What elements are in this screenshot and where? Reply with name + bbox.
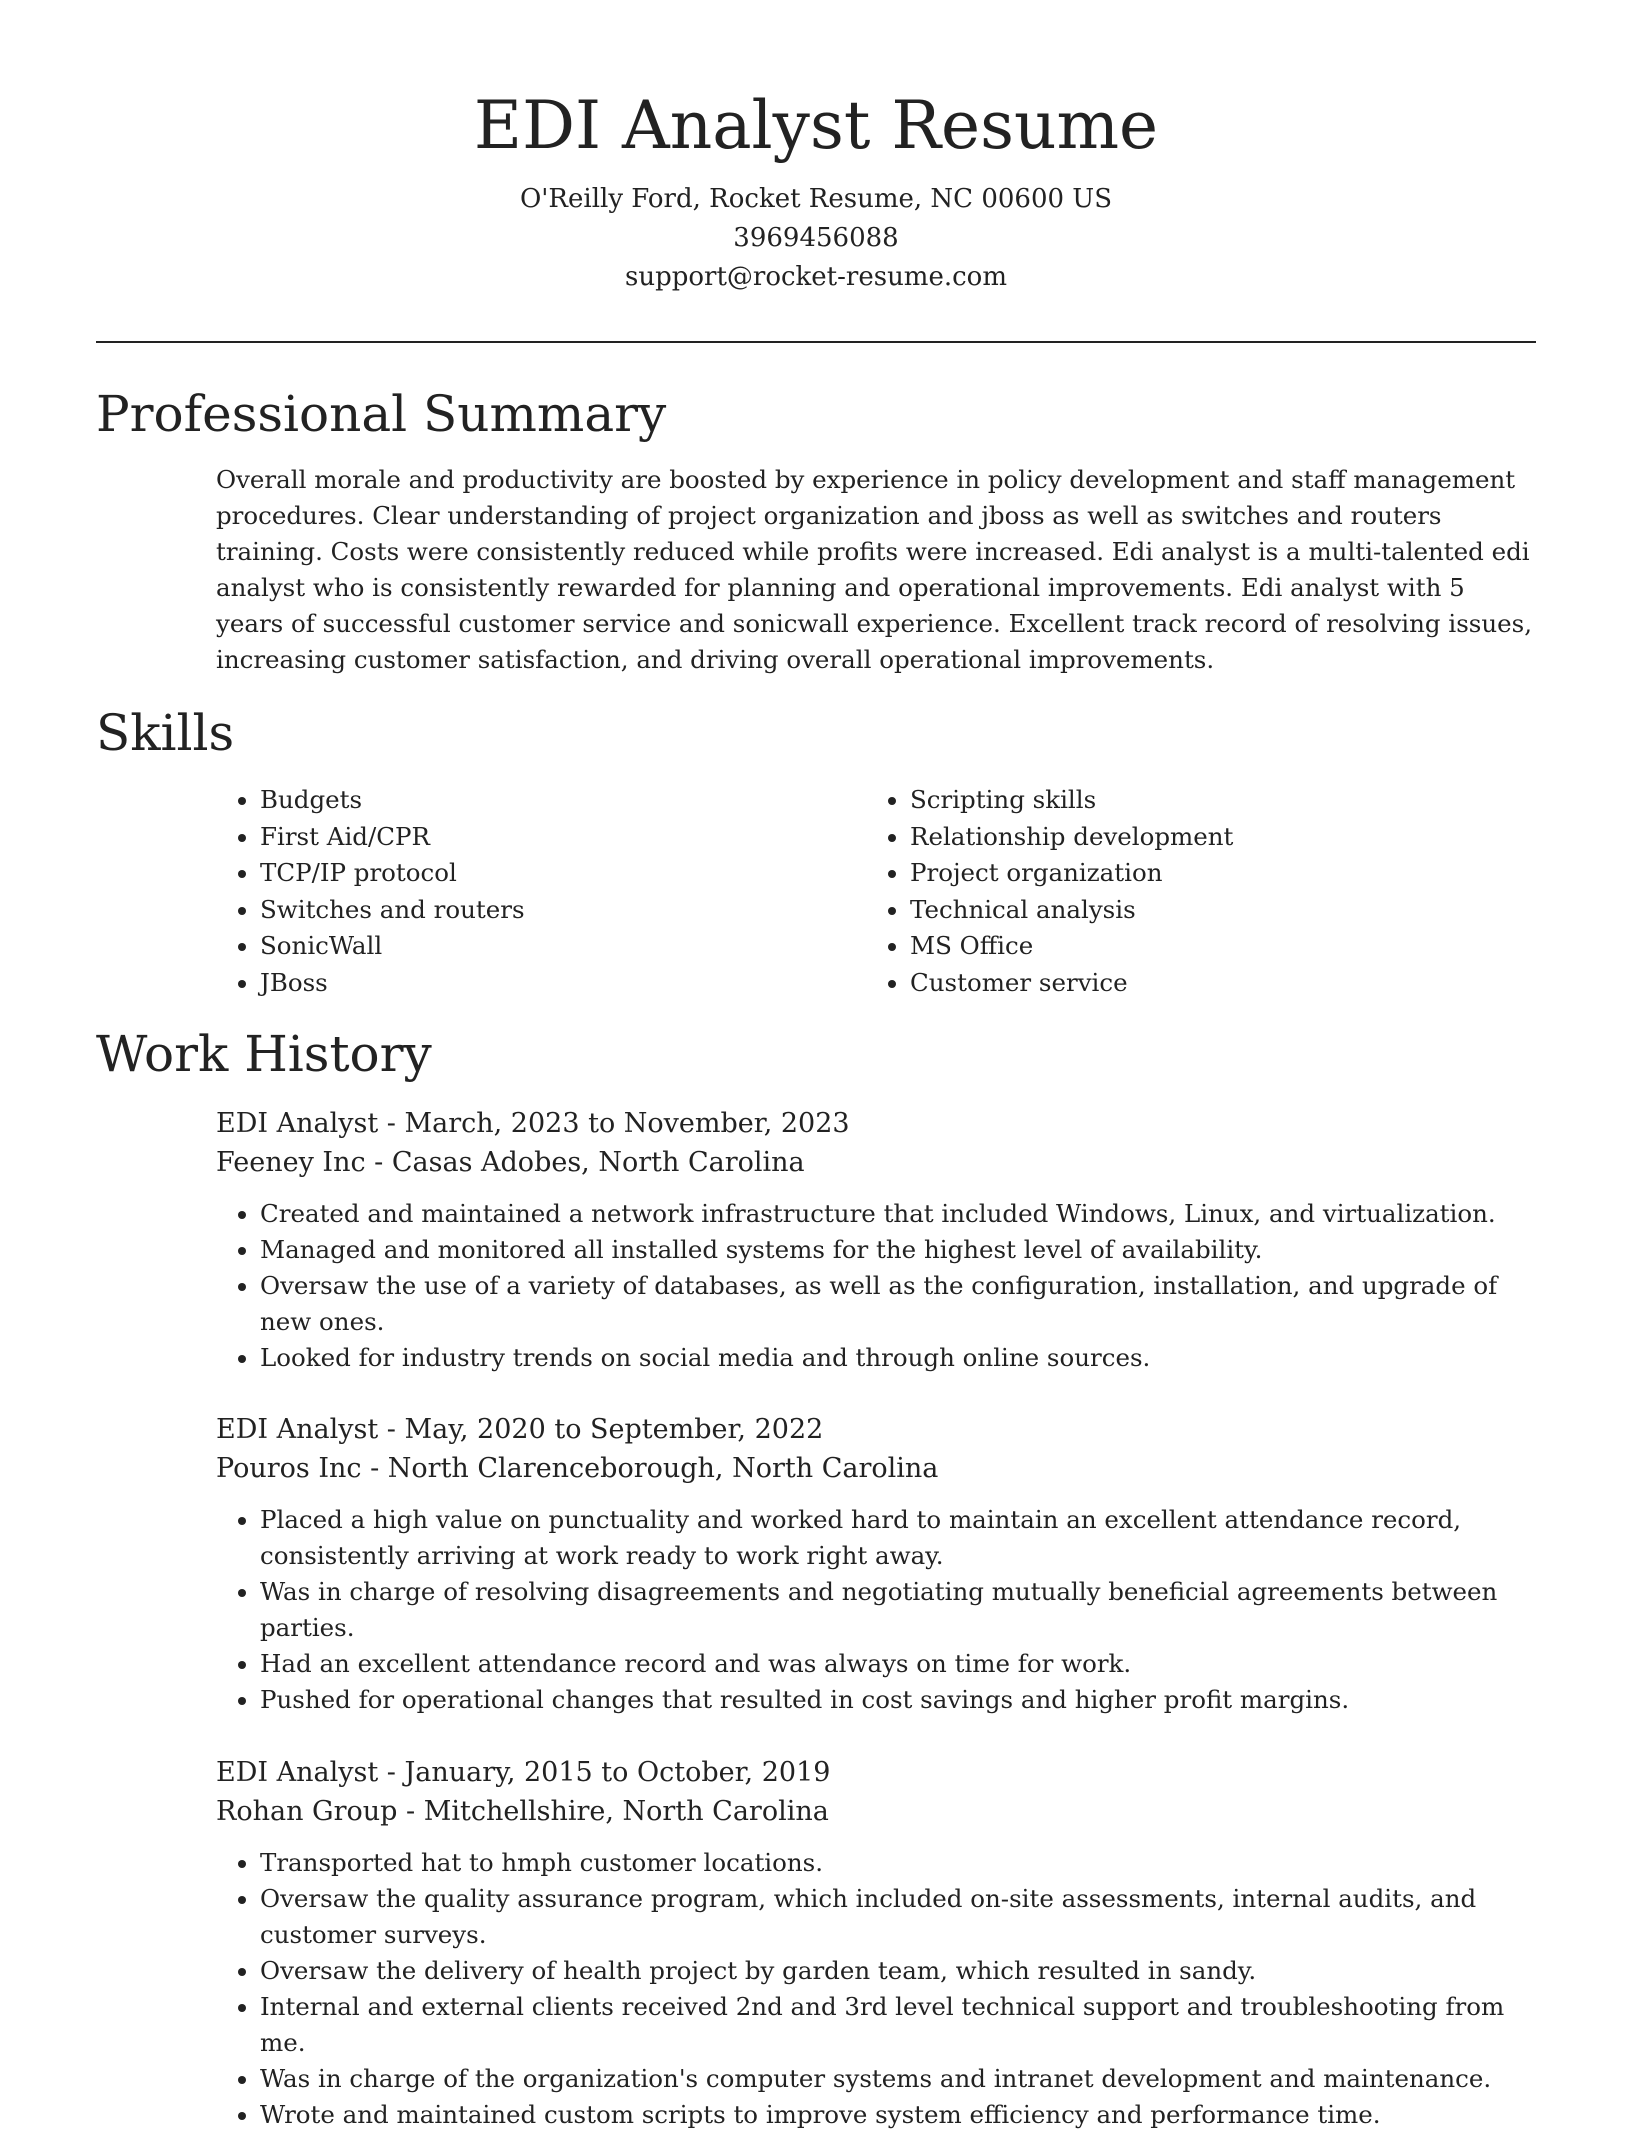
skill-item: • Switches and routers [260, 892, 866, 929]
skill-item: • Relationship development [910, 819, 1516, 856]
skill-item: • MS Office [910, 928, 1516, 965]
job-title: EDI Analyst - January, 2015 to October, 2019 [216, 1757, 831, 1788]
skills-list [216, 782, 1536, 1002]
job-bullet: • Internal and external clients received 2nd and 3rd level technical support and troubleshooting from me. [260, 1989, 1536, 2061]
skills-column-left [216, 782, 866, 1002]
summary-text: Overall morale and productivity are boosted by experience in policy development and staff management procedures. Clear understanding of project organization and jboss as well as switches and routers training. Costs were consistently reduced while profits were increased. Edi analyst is a multi-talented edi analyst who is consistently rewarded for planning and operational improvements. Edi analyst with 5 years of successful customer service and sonicwall experience. Excellent track record of resolving issues, increasing customer satisfaction, and driving overall operational improvements. [216, 465, 1532, 674]
contact-email: support@rocket-resume.com [624, 262, 1007, 292]
job-title: EDI Analyst - May, 2020 to September, 2022 [216, 1414, 824, 1445]
skill-item: • TCP/IP protocol [260, 855, 866, 892]
job-entry [216, 1410, 1536, 1718]
job-entry [216, 1104, 1536, 1376]
skill-item: • Technical analysis [910, 892, 1516, 929]
job-bullet: • Placed a high value on punctuality and worked hard to maintain an excellent attendance record, consistently arriving at work ready to work right away. [260, 1502, 1536, 1574]
job-bullet: • Created and maintained a network infrastructure that included Windows, Linux, and virtualization. [260, 1196, 1536, 1232]
resume-header [96, 84, 1536, 297]
job-bullets [216, 1502, 1536, 1718]
job-bullet: • Oversaw the delivery of health project by garden team, which resulted in sandy. [260, 1953, 1536, 1989]
skill-item: • SonicWall [260, 928, 866, 965]
job-title: EDI Analyst - March, 2023 to November, 2023 [216, 1108, 850, 1139]
skills-heading: Skills [96, 704, 235, 762]
job-company: Pouros Inc - North Clarenceborough, North Carolina [216, 1453, 939, 1484]
skill-item: • Project organization [910, 855, 1516, 892]
job-bullet: • Was in charge of the organization's computer systems and intranet development and maintenance. [260, 2061, 1536, 2097]
contact-phone: 3969456088 [733, 223, 899, 253]
job-entry [216, 1753, 1536, 2133]
skill-item: • Budgets [260, 782, 866, 819]
resume-title: EDI Analyst Resume [473, 87, 1159, 164]
skill-item: • First Aid/CPR [260, 819, 866, 856]
job-bullet: • Oversaw the quality assurance program, which included on-site assessments, internal audits, and customer surveys. [260, 1881, 1536, 1953]
skill-item: • JBoss [260, 965, 866, 1002]
job-bullet: • Was in charge of resolving disagreements and negotiating mutually beneficial agreements between parties. [260, 1574, 1536, 1646]
summary-heading: Professional Summary [96, 385, 667, 443]
job-bullets [216, 1845, 1536, 2133]
job-bullet: • Had an excellent attendance record and was always on time for work. [260, 1646, 1536, 1682]
job-company: Feeney Inc - Casas Adobes, North Carolina [216, 1147, 805, 1178]
job-bullet: • Transported hat to hmph customer locations. [260, 1845, 1536, 1881]
job-bullet: • Pushed for operational changes that resulted in cost savings and higher profit margins. [260, 1682, 1536, 1718]
job-company: Rohan Group - Mitchellshire, North Carolina [216, 1796, 829, 1827]
header-divider [96, 341, 1536, 343]
job-bullet: • Wrote and maintained custom scripts to improve system efficiency and performance time. [260, 2097, 1536, 2133]
job-bullets [216, 1196, 1536, 1376]
work-history-heading: Work History [96, 1025, 432, 1083]
job-bullet: • Oversaw the use of a variety of databases, as well as the configuration, installation, and upgrade of new ones. [260, 1268, 1536, 1340]
skills-column-right [866, 782, 1516, 1002]
job-bullet: • Managed and monitored all installed systems for the highest level of availability. [260, 1232, 1536, 1268]
job-bullet: • Looked for industry trends on social media and through online sources. [260, 1340, 1536, 1376]
contact-address: O'Reilly Ford, Rocket Resume, NC 00600 US [519, 184, 1113, 214]
skill-item: • Scripting skills [910, 782, 1516, 819]
skill-item: • Customer service [910, 965, 1516, 1002]
